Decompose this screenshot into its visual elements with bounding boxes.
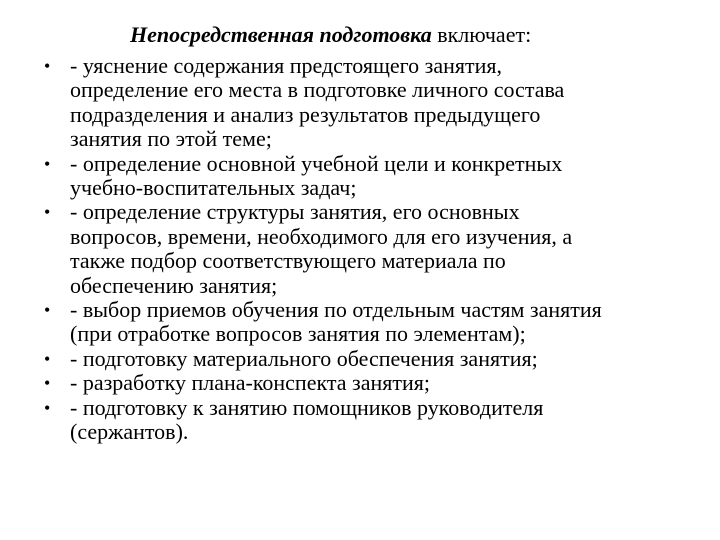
item-line: определение его места в подготовке личного состава [70,77,565,103]
item-line: - подготовку к занятию помощников руководителя [70,394,544,420]
list-item [44,371,694,395]
bullet-icon: • [44,153,51,174]
item-line: (при отработке вопросов занятия по элементам); [70,321,526,347]
item-line: (сержантов). [70,419,189,445]
list-item [44,396,694,445]
list-item [44,298,694,347]
bullet-icon: • [44,373,51,394]
item-line: подразделения и анализ результатов предыдущего [70,101,541,127]
item-line: вопросов, времени, необходимого для его изучения, а [70,223,573,249]
item-line: - определение структуры занятия, его основных [70,199,520,225]
item-line: учебно-воспитательных задач; [70,175,357,201]
bullet-icon: • [44,56,51,76]
bullet-icon: • [44,300,51,321]
bullet-icon: • [44,348,51,369]
heading-emphasis: Непосредственная подготовка [130,22,432,47]
item-line: - выбор приемов обучения по отдельным частям занятия [70,297,602,323]
heading-rest: включает: [431,22,532,47]
bullet-list [44,54,694,445]
item-line: обеспечению занятия; [70,272,278,298]
item-line: занятия по этой теме; [70,126,272,152]
bullet-icon: • [44,397,51,418]
bullet-icon: • [44,202,51,223]
item-line: - уяснение содержания предстоящего занятия, [70,53,502,78]
list-item [44,152,694,201]
slide-heading [130,22,690,48]
item-line: также подбор соответствующего материала по [70,248,506,274]
item-line: - определение основной учебной цели и конкретных [70,150,563,176]
list-item [44,54,694,152]
item-line: - разработку плана-конспекта занятия; [70,370,430,396]
list-item [44,347,694,371]
list-item [44,200,694,298]
item-line: - подготовку материального обеспечения занятия; [70,345,538,371]
